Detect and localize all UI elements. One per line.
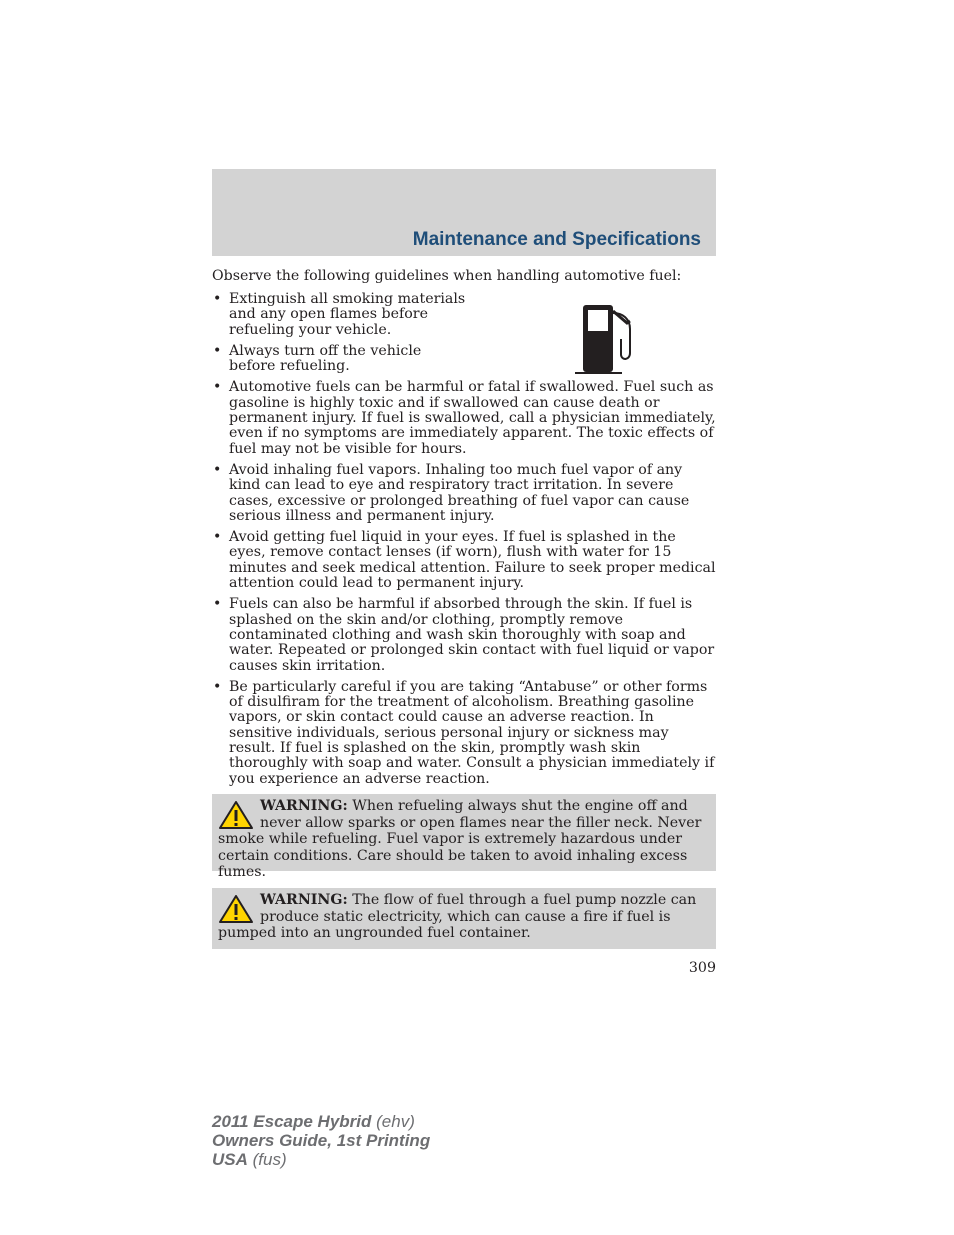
warning-text: The flow of fuel through a fuel pump nozzle can produce static electricity, which can cause a fire if fuel is pumped into an ungrounded fuel container.: [218, 892, 697, 941]
warning-text: When refueling always shut the engine off and never allow sparks or open flames near the filler neck. Never smoke while refueling. Fuel vapor is extremely hazardous under certain conditions. Care should be taken to avoid inhaling excess fumes.: [218, 798, 702, 880]
warning-label: WARNING:: [260, 892, 348, 908]
intro-paragraph: Observe the following guidelines when handling automotive fuel:: [212, 268, 682, 284]
list-item: • Extinguish all smoking materials and any open flames before refueling your vehicle.: [213, 291, 466, 338]
list-item: • Fuels can also be harmful if absorbed through the skin. If fuel is splashed on the skin and/or clothing, promptly remove contaminated clothing and wash skin thoroughly with soap and water. Repeated or prolonged skin contact with fuel liquid or vapor causes skin irritation.: [213, 596, 715, 674]
list-item: • Be particularly careful if you are taking “Antabuse” or other forms of disulfiram for the treatment of alcoholism. Breathing gasoline vapors, or skin contact could cause an adverse reaction. In sensitive individuals, serious personal injury or sickness may result. If fuel is splashed on the skin, promptly wash skin thoroughly with soap and water. Consult a physician immediately if you experience an adverse reaction.: [213, 678, 715, 787]
list-item: • Automotive fuels can be harmful or fatal if swallowed. Fuel such as gasoline is highly toxic and if swallowed can cause death or permanent injury. If fuel is swallowed, call a physician immediately, even if no symptoms are immediately apparent. The toxic effects of fuel may not be visible for hours.: [213, 379, 716, 457]
warning-box: [212, 794, 716, 880]
document-footer: [212, 1112, 430, 1169]
section-header: [212, 169, 716, 256]
footer-guide: Owners Guide, 1st Printing: [212, 1131, 431, 1150]
footer-market-code: (fus): [252, 1150, 287, 1169]
list-item: • Avoid getting fuel liquid in your eyes. If fuel is splashed in the eyes, remove contact lenses (if worn), flush with water for 15 minutes and seek medical attention. Failure to seek proper medical attention could lead to permanent injury.: [213, 529, 716, 592]
page-number: 309: [688, 960, 716, 976]
warning-triangle-icon: [218, 894, 254, 924]
footer-model: 2011 Escape Hybrid: [212, 1112, 372, 1131]
footer-model-code: (ehv): [376, 1112, 415, 1131]
section-title: Maintenance and Specifications: [412, 229, 701, 250]
warning-box: [212, 888, 716, 949]
fuel-guidelines-list: [212, 292, 716, 793]
list-item: • Always turn off the vehicle before refueling.: [213, 342, 422, 375]
footer-market: USA: [212, 1150, 248, 1169]
list-item: • Avoid inhaling fuel vapors. Inhaling too much fuel vapor of any kind can lead to eye and respiratory tract irritation. In severe cases, excessive or prolonged breathing of fuel vapor can cause serious illness and permanent injury.: [213, 461, 690, 524]
warning-label: WARNING:: [260, 798, 348, 814]
warning-triangle-icon: [218, 800, 254, 830]
